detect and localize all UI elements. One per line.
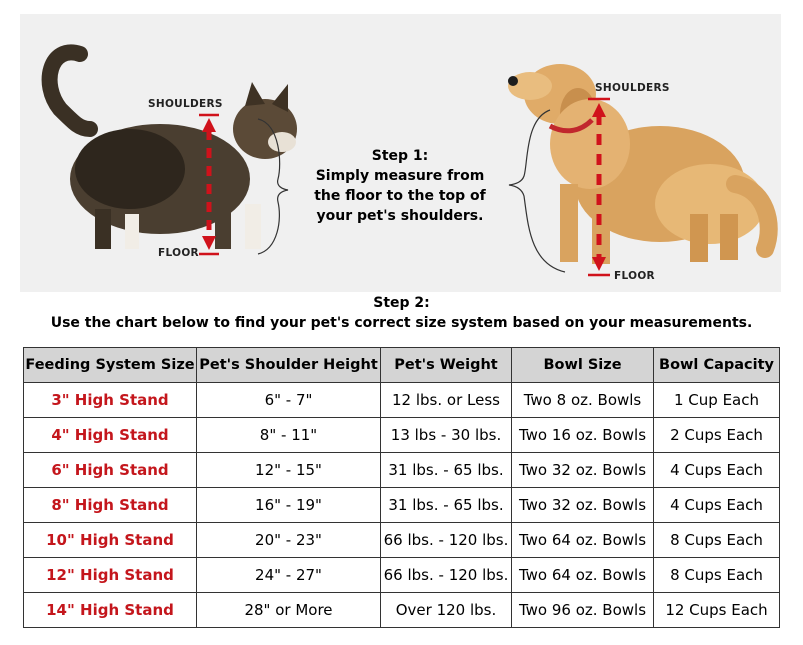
shoulder-height-cell: 8" - 11" bbox=[197, 418, 381, 453]
dog-shoulders-label: SHOULDERS bbox=[595, 82, 670, 94]
header-bowl-capacity: Bowl Capacity bbox=[654, 348, 780, 383]
pet-weight-cell: 12 lbs. or Less bbox=[381, 383, 512, 418]
step1-line3: your pet's shoulders. bbox=[316, 208, 484, 224]
table-row bbox=[24, 418, 780, 453]
bowl-capacity-cell: 8 Cups Each bbox=[654, 523, 780, 558]
step1-line1: Simply measure from bbox=[315, 168, 485, 184]
feeding-system-size-cell: 8" High Stand bbox=[24, 488, 197, 523]
size-chart-table bbox=[23, 347, 780, 628]
step2-text: Use the chart below to find your pet's correct size system based on your measurements. bbox=[50, 315, 753, 331]
table-row bbox=[24, 453, 780, 488]
bowl-capacity-cell: 8 Cups Each bbox=[654, 558, 780, 593]
step2-title: Step 2: bbox=[373, 295, 430, 311]
header-pet-weight: Pet's Weight bbox=[381, 348, 512, 383]
header-shoulder-height: Pet's Shoulder Height bbox=[197, 348, 381, 383]
header-feeding-system-size: Feeding System Size bbox=[24, 348, 197, 383]
bowl-size-cell: Two 8 oz. Bowls bbox=[512, 383, 654, 418]
header-bowl-size: Bowl Size bbox=[512, 348, 654, 383]
cat-floor-label: FLOOR bbox=[158, 247, 199, 259]
bowl-capacity-cell: 1 Cup Each bbox=[654, 383, 780, 418]
feeding-system-size-cell: 4" High Stand bbox=[24, 418, 197, 453]
table-row bbox=[24, 593, 780, 628]
feeding-system-size-cell: 3" High Stand bbox=[24, 383, 197, 418]
pet-weight-cell: 31 lbs. - 65 lbs. bbox=[381, 453, 512, 488]
table-row bbox=[24, 383, 780, 418]
step1-instructions bbox=[300, 146, 500, 226]
bowl-capacity-cell: 4 Cups Each bbox=[654, 488, 780, 523]
shoulder-height-cell: 24" - 27" bbox=[197, 558, 381, 593]
cat-shoulders-label: SHOULDERS bbox=[148, 98, 223, 110]
bowl-size-cell: Two 32 oz. Bowls bbox=[512, 488, 654, 523]
shoulder-height-cell: 16" - 19" bbox=[197, 488, 381, 523]
bowl-size-cell: Two 32 oz. Bowls bbox=[512, 453, 654, 488]
bowl-capacity-cell: 12 Cups Each bbox=[654, 593, 780, 628]
pet-weight-cell: Over 120 lbs. bbox=[381, 593, 512, 628]
pet-weight-cell: 66 lbs. - 120 lbs. bbox=[381, 523, 512, 558]
bowl-size-cell: Two 96 oz. Bowls bbox=[512, 593, 654, 628]
shoulder-height-cell: 12" - 15" bbox=[197, 453, 381, 488]
feeding-system-size-cell: 10" High Stand bbox=[24, 523, 197, 558]
feeding-system-size-cell: 6" High Stand bbox=[24, 453, 197, 488]
dog-floor-label: FLOOR bbox=[614, 270, 655, 282]
bowl-size-cell: Two 64 oz. Bowls bbox=[512, 558, 654, 593]
pet-weight-cell: 66 lbs. - 120 lbs. bbox=[381, 558, 512, 593]
bowl-capacity-cell: 2 Cups Each bbox=[654, 418, 780, 453]
cat-image bbox=[50, 52, 297, 249]
pet-weight-cell: 13 lbs - 30 lbs. bbox=[381, 418, 512, 453]
dog-image bbox=[508, 64, 769, 264]
shoulder-height-cell: 28" or More bbox=[197, 593, 381, 628]
bowl-size-cell: Two 64 oz. Bowls bbox=[512, 523, 654, 558]
feeding-system-size-cell: 12" High Stand bbox=[24, 558, 197, 593]
bowl-capacity-cell: 4 Cups Each bbox=[654, 453, 780, 488]
table-header-row bbox=[24, 348, 780, 383]
shoulder-height-cell: 6" - 7" bbox=[197, 383, 381, 418]
step2-instructions bbox=[0, 293, 803, 333]
step1-title: Step 1: bbox=[371, 148, 429, 164]
pet-weight-cell: 31 lbs. - 65 lbs. bbox=[381, 488, 512, 523]
shoulder-height-cell: 20" - 23" bbox=[197, 523, 381, 558]
table-row bbox=[24, 523, 780, 558]
step1-line2: the floor to the top of bbox=[314, 188, 486, 204]
table-row bbox=[24, 558, 780, 593]
feeding-system-size-cell: 14" High Stand bbox=[24, 593, 197, 628]
bowl-size-cell: Two 16 oz. Bowls bbox=[512, 418, 654, 453]
table-row bbox=[24, 488, 780, 523]
